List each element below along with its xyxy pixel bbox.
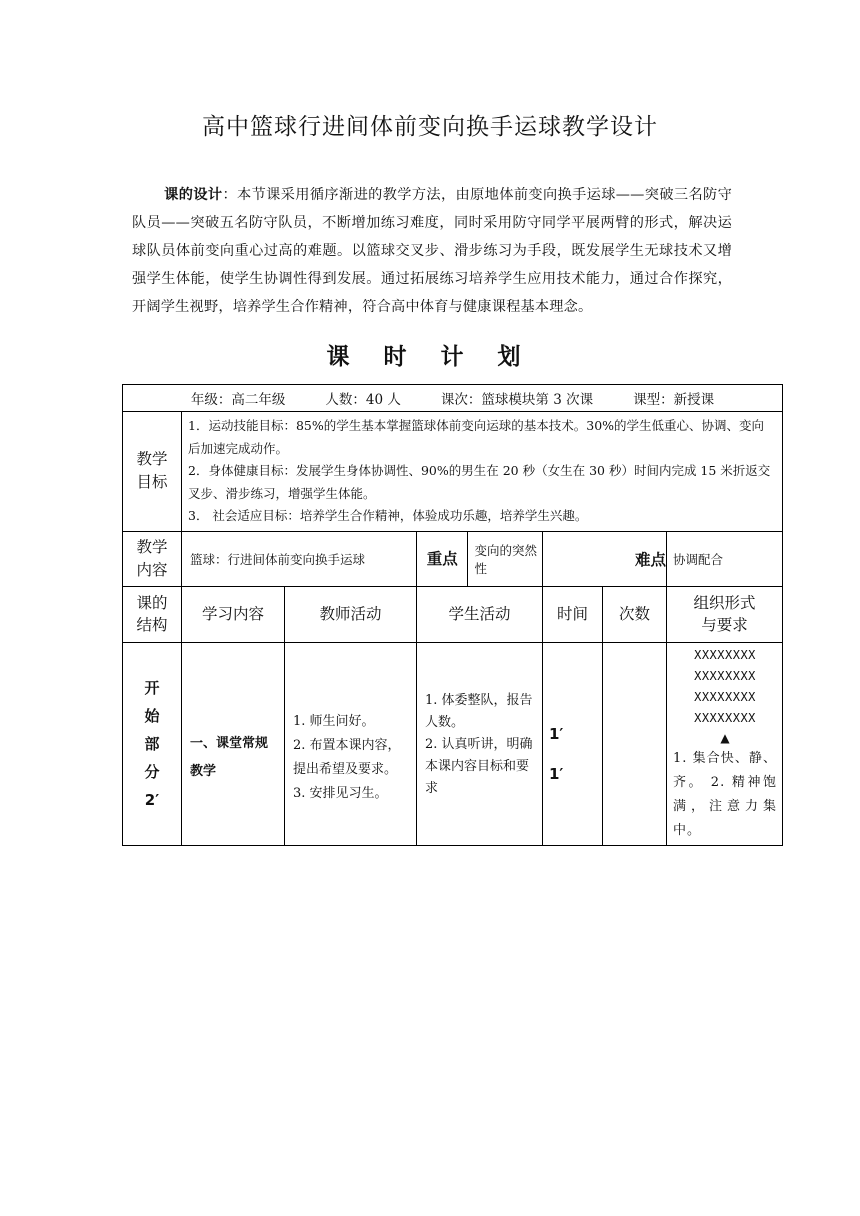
goals-label: 教学目标: [123, 412, 182, 532]
student-activity-item: 2. 认真听讲，明确本课内容目标和要求: [425, 736, 533, 796]
key-point-value: 变向的突然性: [474, 542, 537, 576]
col-time: 时间: [543, 586, 603, 642]
start-duration: 2′: [144, 790, 160, 809]
requirements-text: 1. 集合快、静、齐。 2. 精神饱满，注意力集中。: [673, 750, 777, 838]
content-label: 教学内容: [123, 531, 182, 586]
col-reps: 次数: [603, 586, 667, 642]
col-learning: 学习内容: [182, 586, 285, 642]
time-value: 1′: [549, 724, 564, 743]
teacher-activity-item: 2. 布置本课内容，提出希望及要求。: [293, 737, 401, 777]
goal-item: 2．身体健康目标：发展学生身体协调性、90%的男生在 20 秒（女生在 30 秒）时间内完成 15 米折返交叉步、滑步练习，增强学生体能。: [188, 463, 771, 501]
reps-cell: [603, 642, 667, 845]
goals-row: [123, 412, 783, 532]
teacher-activities: [285, 642, 417, 845]
lesson-number-info: 课次：篮球模块第 3 次课: [440, 392, 594, 408]
goal-item: 1．运动技能目标：85%的学生基本掌握篮球体前变向运球的基本技术。30%的学生低重心、协调、变向后加速完成动作。: [188, 418, 765, 456]
content-row: [123, 531, 783, 586]
col-student: 学生活动: [417, 586, 543, 642]
difficulty-cell: [543, 531, 667, 586]
goals-cell: [182, 412, 783, 532]
difficulty-label: 难点: [634, 550, 666, 569]
col-structure: 课的结构: [123, 586, 182, 642]
time-value: 1′: [549, 764, 564, 783]
student-count-info: 人数：40 人: [325, 392, 401, 408]
formation-row: XXXXXXXX: [694, 647, 756, 662]
formation-row: XXXXXXXX: [694, 710, 756, 725]
lesson-plan-table: [122, 384, 783, 846]
goal-item: 3． 社会适应目标：培养学生合作精神，体验成功乐趣，培养学生兴趣。: [188, 508, 588, 523]
start-section-row: [123, 642, 783, 845]
organization-cell: [667, 642, 783, 845]
intro-lead: 课的设计: [164, 187, 223, 203]
formation-row: XXXXXXXX: [694, 689, 756, 704]
intro-body: ：本节课采用循序渐进的教学方法，由原地体前变向换手运球——突破三名防守队员——突破五名防守队员，不断增加练习难度，同时采用防守同学平展两臂的形式，解决运球队员体前变向重心过高的难题。以篮球交叉步、滑步练习为手段，既发展学生无球技术又增强学生体能，使学生协调性得到发展。通过拓展练习培养学生应用技术能力，通过合作探究，开阔学生视野，培养学生合作精神，符合高中体育与健康课程基本理念。: [132, 187, 732, 315]
column-header-row: [123, 586, 783, 642]
teacher-activity-item: 3. 安排见习生。: [293, 785, 388, 801]
student-activities: [417, 642, 543, 845]
plan-header-row: [123, 385, 783, 412]
col-teacher: 教师活动: [285, 586, 417, 642]
start-section-label: 开 始 部 分 2′: [123, 642, 182, 845]
learning-content: 一、课堂常规教学: [182, 642, 285, 845]
time-cell: [543, 642, 603, 845]
difficulty-value: 协调配合: [667, 531, 783, 586]
teacher-activity-item: 1. 师生问好。: [293, 713, 375, 729]
key-point-label: 重点: [417, 532, 468, 586]
lesson-type-info: 课型：新授课: [633, 392, 715, 408]
grade-info: 年级：高二年级: [190, 392, 286, 408]
student-activity-item: 1. 体委整队，报告人数。: [425, 692, 533, 730]
lesson-design-paragraph: [132, 181, 732, 321]
plan-title: 课 时 计 划: [326, 344, 534, 370]
content-value: 篮球：行进间体前变向换手运球: [182, 531, 417, 586]
document-title: 高中篮球行进间体前变向换手运球教学设计: [202, 114, 658, 140]
key-cell: [417, 531, 543, 586]
plan-header-cell: [123, 385, 783, 412]
teacher-position-icon: ▲: [720, 730, 730, 745]
col-org: 组织形式与要求: [667, 586, 783, 642]
formation-row: XXXXXXXX: [694, 668, 756, 683]
